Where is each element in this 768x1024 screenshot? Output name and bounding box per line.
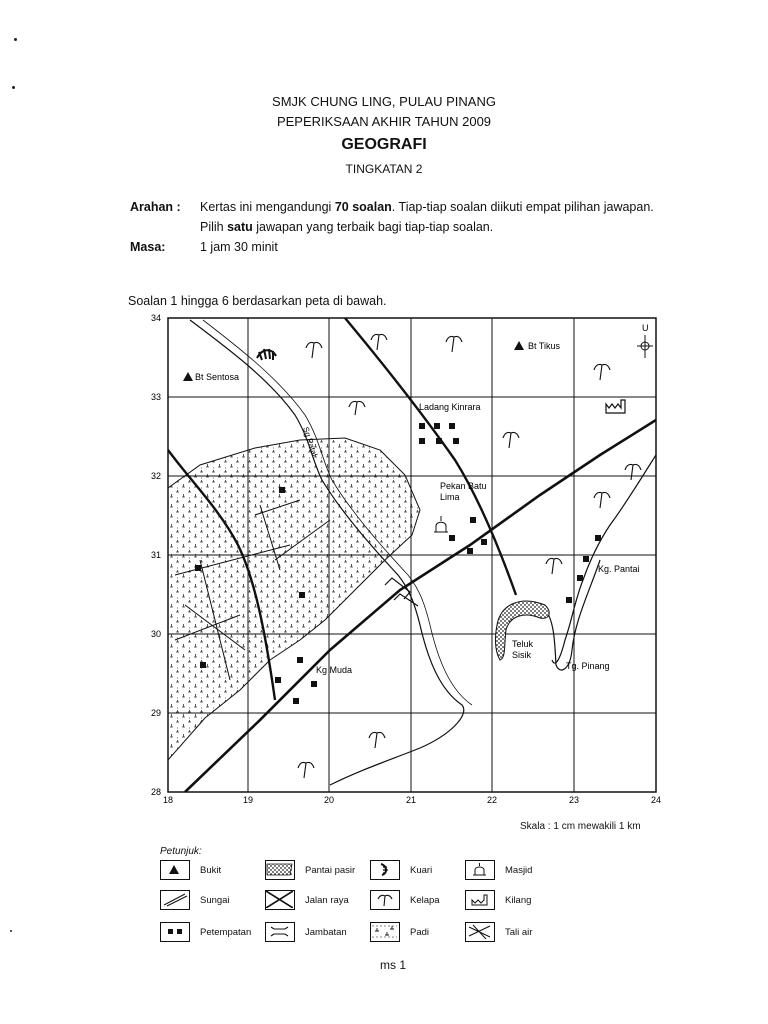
topographic-map [130,310,670,810]
svg-text:34: 34 [151,313,162,323]
legend-kilang-icon [465,890,495,910]
svg-text:23: 23 [568,795,580,805]
kilang-icon [606,400,625,413]
instruction-line-2: Pilih satu jawapan yang terbaik bagi tiap-tiap soalan. [200,220,494,234]
scan-speck [14,38,17,41]
svg-text:29: 29 [151,708,162,718]
masjid-icon [434,516,448,532]
bukit-sentosa-icon [183,372,193,381]
north-label: U [642,323,649,333]
kelapa-icon [349,401,365,415]
kelapa-icon [546,558,562,574]
subject-title: GEOGRAFI [341,136,427,153]
legend-petempatan-icon [160,922,190,942]
scan-speck [10,930,12,932]
legend-kuari-label: Kuari [410,865,433,876]
svg-text:18: 18 [162,795,174,805]
svg-text:31: 31 [151,550,162,560]
label-tg-pinang: Tg. Pinang [566,661,610,671]
label-sisik: Sisik [512,650,532,660]
label-teluk: Teluk [512,639,534,649]
legend-bukit-label: Bukit [200,865,222,876]
legend-padi-label: Padi [410,927,430,938]
label-pekan-batu: Pekan Batu [440,481,487,491]
legend-kelapa-label: Kelapa [410,895,440,906]
map-scale: Skala : 1 cm mewakili 1 km [520,821,641,832]
padi-area [168,438,420,760]
svg-text:30: 30 [151,629,162,639]
svg-text:32: 32 [151,471,162,481]
legend-petempatan-label: Petempatan [200,927,252,938]
legend-masjid-icon [465,860,495,880]
form-level: TINGKATAN 2 [345,162,423,176]
kelapa-icon [594,364,610,380]
legend-kelapa-icon [370,890,400,910]
masa-label: Masa: [130,240,166,254]
svg-text:24: 24 [650,795,662,805]
kelapa-icon [371,334,387,350]
svg-text:33: 33 [151,392,162,402]
legend-pantai-pasir-icon [265,860,295,880]
legend-kilang-label: Kilang [505,895,532,906]
arahan-label: Arahan : [130,200,181,214]
easting-labels [163,795,661,805]
instruction-line-1: Kertas ini mengandungi 70 soalan. Tiap-tiap soalan diikuti empat pilihan jawapan. [200,200,654,214]
svg-text:21: 21 [405,795,417,805]
legend-jambatan-label: Jambatan [305,927,347,938]
school-name: SMJK CHUNG LING, PULAU PINANG [272,94,496,109]
masa-value: 1 jam 30 minit [200,240,278,254]
scan-speck [12,86,15,89]
label-kg-muda: Kg Muda [316,665,353,675]
kelapa-icon [298,762,314,778]
label-kg-pantai: Kg. Pantai [598,564,640,574]
exam-title: PEPERIKSAAN AKHIR TAHUN 2009 [276,114,492,129]
kelapa-icon [306,342,322,358]
svg-text:28: 28 [151,787,162,797]
legend-masjid-label: Masjid [505,865,533,876]
label-bt-sentosa: Bt Sentosa [195,372,240,382]
north-arrow-icon [637,335,653,358]
northing-labels [151,313,161,797]
svg-text:22: 22 [486,795,498,805]
kelapa-icon [446,336,462,352]
kelapa-icon [594,492,610,508]
kelapa-icon [625,464,641,480]
legend-sungai-icon [160,890,190,910]
legend-title: Petunjuk: [160,846,202,857]
legend-sungai-label: Sungai [200,895,230,906]
legend-padi-icon [370,922,400,942]
legend-pantai-pasir-label: Pantai pasir [305,865,356,876]
label-ladang-kinrara: Ladang Kinrara [419,402,481,412]
svg-text:20: 20 [323,795,335,805]
label-sg-patal: Sg Patal [301,425,320,458]
label-bt-tikus: Bt Tikus [528,341,561,351]
legend-jambatan-icon [265,922,295,942]
bukit-tikus-icon [514,341,524,350]
kelapa-icon [369,732,385,748]
kuari-icon [257,349,276,360]
kelapa-icon [503,432,519,448]
page-number: ms 1 [380,958,407,972]
legend-tali-air-label: Tali air [505,927,533,938]
label-lima: Lima [440,492,460,502]
svg-text:19: 19 [242,795,254,805]
legend-kuari-icon [370,860,400,880]
question-intro: Soalan 1 hingga 6 berdasarkan peta di bawah. [128,294,387,308]
legend-jalan-raya-icon [265,890,295,910]
legend-bukit-icon [160,860,190,880]
river-east [552,455,656,663]
legend-jalan-raya-label: Jalan raya [305,895,349,906]
legend-tali-air-icon [465,922,495,942]
